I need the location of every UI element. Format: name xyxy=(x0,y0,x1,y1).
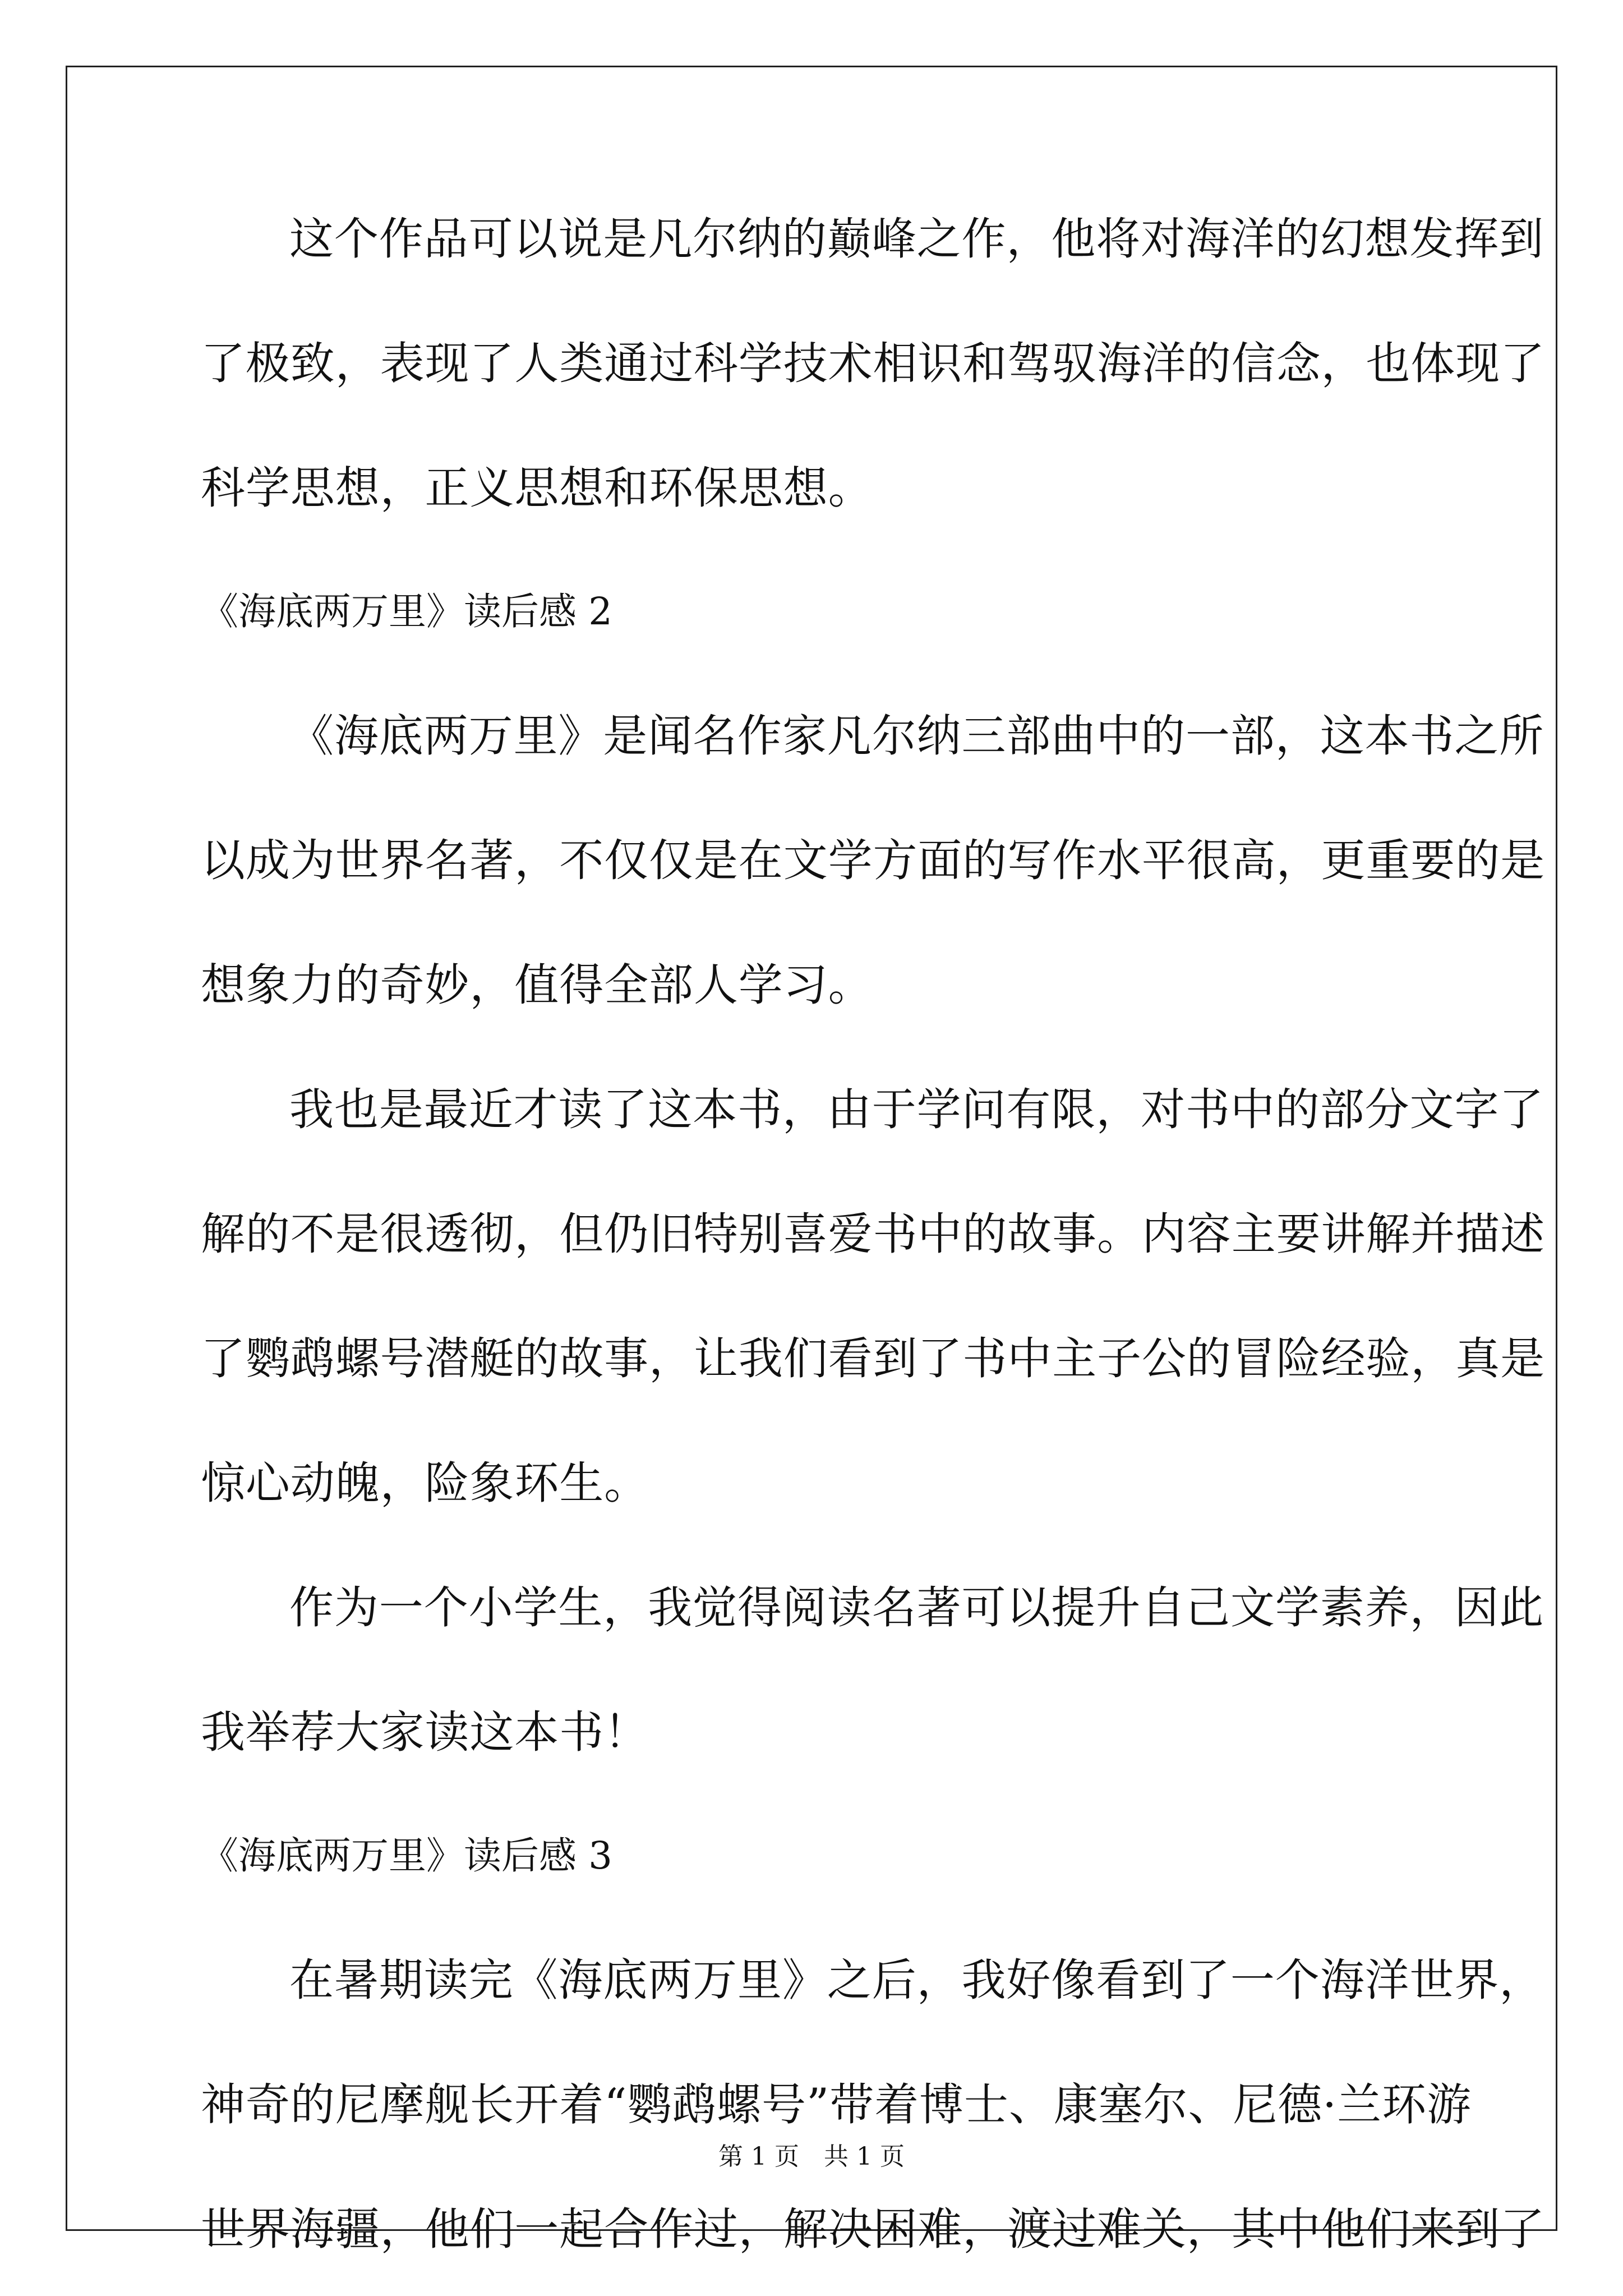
text-line: 以成为世界名著，不仅仅是在文学方面的写作水平很高，更重要的是 xyxy=(201,835,1545,886)
text-line: 我举荐大家读这本书！ xyxy=(201,1706,649,1758)
text-line: 惊心动魄，险象环生。 xyxy=(201,1457,649,1509)
text-line: 这个作品可以说是凡尔纳的巅峰之作，他将对海洋的幻想发挥到 xyxy=(289,213,1544,265)
text-line: 作为一个小学生，我觉得阅读名著可以提升自己文学素养，因此 xyxy=(289,1582,1544,1634)
text-line: 神奇的尼摩舰长开着“鹦鹉螺号”带着博士、康塞尔、尼德·兰环游 xyxy=(201,2079,1472,2131)
text-line: 想象力的奇妙，值得全部人学习。 xyxy=(201,959,873,1011)
text-line: 了鹦鹉螺号潜艇的故事，让我们看到了书中主子公的冒险经验，真是 xyxy=(201,1333,1545,1384)
text-line: 解的不是很透彻，但仍旧特别喜爱书中的故事。内容主要讲解并描述 xyxy=(201,1208,1545,1260)
text-line: 《海底两万里》是闻名作家凡尔纳三部曲中的一部，这本书之所 xyxy=(289,710,1544,762)
text-line: 了极致，表现了人类通过科学技术相识和驾驭海洋的信念，也体现了 xyxy=(201,338,1545,389)
text-line: 科学思想，正义思想和环保思想。 xyxy=(201,462,873,514)
text-line: 我也是最近才读了这本书，由于学问有限，对书中的部分文字了 xyxy=(289,1084,1544,1135)
section-heading: 《海底两万里》读后感 3 xyxy=(201,1834,612,1878)
section-heading: 《海底两万里》读后感 2 xyxy=(201,590,612,633)
text-line: 世界海疆，他们一起合作过，解决困难，渡过难关，其中他们来到了 xyxy=(201,2203,1545,2255)
page-number-footer: 第 1 页 共 1 页 xyxy=(718,2142,905,2171)
text-line: 在暑期读完《海底两万里》之后，我好像看到了一个海洋世界， xyxy=(289,1954,1544,2006)
